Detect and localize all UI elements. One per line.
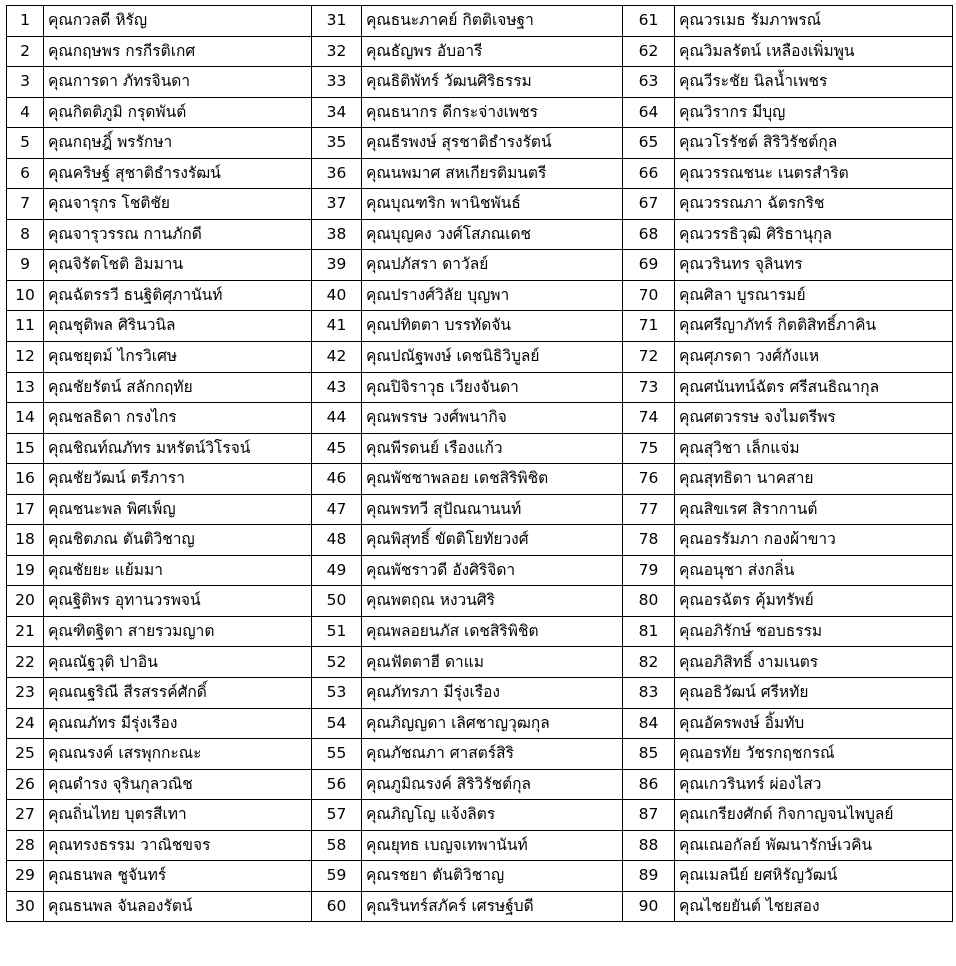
person-name: คุณเกรียงศักด์ กิจกาญจนไพบูลย์	[675, 800, 953, 831]
person-name: คุณพัชราวดี อังศิริจิดา	[362, 555, 623, 586]
row-number: 11	[7, 311, 44, 342]
table-row	[7, 525, 953, 556]
table-row	[7, 6, 953, 37]
row-number: 21	[7, 616, 44, 647]
row-number: 57	[312, 800, 362, 831]
row-number: 87	[623, 800, 675, 831]
person-name: คุณฐิติพร อุทานวรพจน์	[44, 586, 312, 617]
table-row	[7, 372, 953, 403]
row-number: 38	[312, 219, 362, 250]
row-number: 4	[7, 97, 44, 128]
row-number: 13	[7, 372, 44, 403]
person-name: คุณทรงธรรม วาณิชขจร	[44, 830, 312, 861]
table-row	[7, 861, 953, 892]
table-row	[7, 586, 953, 617]
person-name: คุณอัครพงษ์ อิ้มทับ	[675, 708, 953, 739]
table-row	[7, 189, 953, 220]
person-name: คุณศุภรดา วงศ์กังแห	[675, 342, 953, 373]
row-number: 31	[312, 6, 362, 37]
row-number: 44	[312, 403, 362, 434]
person-name: คุณธนะภาคย์ กิตติเจษฐา	[362, 6, 623, 37]
table-row	[7, 158, 953, 189]
person-name: คุณอรทัย วัชรกฤชกรณ์	[675, 739, 953, 770]
row-number: 67	[623, 189, 675, 220]
row-number: 74	[623, 403, 675, 434]
person-name: คุณอรรัมภา กองผ้าขาว	[675, 525, 953, 556]
person-name: คุณภิญโญ แจ้งลิตร	[362, 800, 623, 831]
table-row	[7, 311, 953, 342]
person-name: คุณธนพล จันลองรัตน์	[44, 891, 312, 922]
person-name: คุณสิขเรศ สิรากานต์	[675, 494, 953, 525]
person-name: คุณกวลดี หิรัญ	[44, 6, 312, 37]
person-name: คุณชัยยะ แย้มมา	[44, 555, 312, 586]
row-number: 30	[7, 891, 44, 922]
row-number: 28	[7, 830, 44, 861]
person-name: คุณพตฤณ หงวนศิริ	[362, 586, 623, 617]
row-number: 42	[312, 342, 362, 373]
person-name: คุณชัยรัตน์ สลักกฤทัย	[44, 372, 312, 403]
row-number: 66	[623, 158, 675, 189]
person-name: คุณฉัตรรวี ธนฐิติศุภานันท์	[44, 280, 312, 311]
row-number: 69	[623, 250, 675, 281]
row-number: 45	[312, 433, 362, 464]
table-row	[7, 769, 953, 800]
table-row	[7, 433, 953, 464]
row-number: 29	[7, 861, 44, 892]
person-name: คุณธนพล ชูจันทร์	[44, 861, 312, 892]
row-number: 78	[623, 525, 675, 556]
row-number: 71	[623, 311, 675, 342]
table-row	[7, 494, 953, 525]
person-name: คุณวรรธิวุฒิ ศิริธานุกุล	[675, 219, 953, 250]
person-name: คุณสุวิชา เล็กแจ่ม	[675, 433, 953, 464]
row-number: 1	[7, 6, 44, 37]
person-name: คุณนพมาศ สหเกียรติมนตรี	[362, 158, 623, 189]
person-name: คุณชิตภณ ตันติวิชาญ	[44, 525, 312, 556]
row-number: 83	[623, 678, 675, 709]
row-number: 16	[7, 464, 44, 495]
person-name: คุณอภิสิทธิ์ งามเนตร	[675, 647, 953, 678]
person-name: คุณธิติพัทร์ วัฒนศิริธรรม	[362, 67, 623, 98]
row-number: 39	[312, 250, 362, 281]
table-row	[7, 67, 953, 98]
table-row	[7, 647, 953, 678]
row-number: 19	[7, 555, 44, 586]
person-name: คุณวรรณภา ฉัตรกริช	[675, 189, 953, 220]
row-number: 34	[312, 97, 362, 128]
person-name: คุณพรรษ วงศ์พนากิจ	[362, 403, 623, 434]
person-name: คุณปณัฐพงษ์ เดชนิธิวิบูลย์	[362, 342, 623, 373]
row-number: 81	[623, 616, 675, 647]
row-number: 82	[623, 647, 675, 678]
person-name: คุณรินทร์สภัคร์ เศรษฐ์บดี	[362, 891, 623, 922]
person-name: คุณคริษฐ์ สุชาติธำรงรัฒน์	[44, 158, 312, 189]
row-number: 12	[7, 342, 44, 373]
row-number: 62	[623, 36, 675, 67]
row-number: 37	[312, 189, 362, 220]
table-row	[7, 280, 953, 311]
name-list-body	[7, 6, 953, 922]
row-number: 75	[623, 433, 675, 464]
person-name: คุณบุณฑริก พานิชพันธ์	[362, 189, 623, 220]
row-number: 7	[7, 189, 44, 220]
person-name: คุณวรรณชนะ เนตรสำริต	[675, 158, 953, 189]
row-number: 61	[623, 6, 675, 37]
person-name: คุณดำรง จุรินกุลวณิช	[44, 769, 312, 800]
row-number: 54	[312, 708, 362, 739]
row-number: 50	[312, 586, 362, 617]
row-number: 84	[623, 708, 675, 739]
table-row	[7, 36, 953, 67]
person-name: คุณภิญญดา เลิศชาญวุฒกุล	[362, 708, 623, 739]
table-row	[7, 708, 953, 739]
person-name: คุณพัชชาพลอย เดชสิริพิชิต	[362, 464, 623, 495]
person-name: คุณพีรดนย์ เรืองแก้ว	[362, 433, 623, 464]
table-row	[7, 678, 953, 709]
person-name: คุณการดา ภัทรจินดา	[44, 67, 312, 98]
row-number: 6	[7, 158, 44, 189]
table-row	[7, 555, 953, 586]
row-number: 10	[7, 280, 44, 311]
row-number: 46	[312, 464, 362, 495]
row-number: 2	[7, 36, 44, 67]
row-number: 86	[623, 769, 675, 800]
row-number: 3	[7, 67, 44, 98]
row-number: 23	[7, 678, 44, 709]
person-name: คุณภัทรภา มีรุ่งเรือง	[362, 678, 623, 709]
person-name: คุณปิจิราวุธ เวียงจันดา	[362, 372, 623, 403]
table-row	[7, 464, 953, 495]
row-number: 51	[312, 616, 362, 647]
person-name: คุณปรางศ์วิลัย บุญพา	[362, 280, 623, 311]
name-list-table	[6, 5, 953, 922]
person-name: คุณวีระชัย นิลน้ำเพชร	[675, 67, 953, 98]
row-number: 26	[7, 769, 44, 800]
person-name: คุณกฤษฎิ์ พรรักษา	[44, 128, 312, 159]
table-row	[7, 219, 953, 250]
person-name: คุณชัยวัฒน์ ตรีภารา	[44, 464, 312, 495]
person-name: คุณยุทธ เบญจเทพานันท์	[362, 830, 623, 861]
person-name: คุณวิมลรัตน์ เหลืองเพิ่มพูน	[675, 36, 953, 67]
row-number: 48	[312, 525, 362, 556]
person-name: คุณวิรากร มีบุญ	[675, 97, 953, 128]
row-number: 58	[312, 830, 362, 861]
person-name: คุณธัญพร อับอารี	[362, 36, 623, 67]
person-name: คุณวรเมธ รัมภาพรณ์	[675, 6, 953, 37]
row-number: 77	[623, 494, 675, 525]
person-name: คุณเมลนีย์ ยศหิรัญวัฒน์	[675, 861, 953, 892]
row-number: 68	[623, 219, 675, 250]
row-number: 53	[312, 678, 362, 709]
row-number: 5	[7, 128, 44, 159]
person-name: คุณรชยา ตันติวิชาญ	[362, 861, 623, 892]
person-name: คุณเกวรินทร์ ผ่องไสว	[675, 769, 953, 800]
person-name: คุณบุญคง วงศ์โสภณเดช	[362, 219, 623, 250]
person-name: คุณศตวรรษ จงไมตรีพร	[675, 403, 953, 434]
person-name: คุณชิณท์ณภัทร มหรัตน์วิโรจน์	[44, 433, 312, 464]
row-number: 24	[7, 708, 44, 739]
table-row	[7, 739, 953, 770]
person-name: คุณสุทธิดา นาคสาย	[675, 464, 953, 495]
person-name: คุณจิรัตโชติ อิมมาน	[44, 250, 312, 281]
table-row	[7, 403, 953, 434]
person-name: คุณจารุวรรณ กานภักดี	[44, 219, 312, 250]
person-name: คุณธนากร ดีกระจ่างเพชร	[362, 97, 623, 128]
row-number: 22	[7, 647, 44, 678]
person-name: คุณวโรรัชต์ สิริวิรัชต์กุล	[675, 128, 953, 159]
person-name: คุณปภัสรา ดาวัลย์	[362, 250, 623, 281]
person-name: คุณจารุกร โชติชัย	[44, 189, 312, 220]
row-number: 76	[623, 464, 675, 495]
row-number: 35	[312, 128, 362, 159]
row-number: 14	[7, 403, 44, 434]
row-number: 70	[623, 280, 675, 311]
row-number: 60	[312, 891, 362, 922]
row-number: 40	[312, 280, 362, 311]
table-row	[7, 342, 953, 373]
row-number: 80	[623, 586, 675, 617]
row-number: 41	[312, 311, 362, 342]
person-name: คุณถิ่นไทย บุตรสีเทา	[44, 800, 312, 831]
person-name: คุณพรทวี สุปัณณานนท์	[362, 494, 623, 525]
person-name: คุณอภิรักษ์ ชอบธรรม	[675, 616, 953, 647]
row-number: 72	[623, 342, 675, 373]
person-name: คุณศรีญาภัทร์ กิตติสิทธิ์ภาคิน	[675, 311, 953, 342]
row-number: 15	[7, 433, 44, 464]
person-name: คุณธีรพงษ์ สุรชาติธำรงรัตน์	[362, 128, 623, 159]
row-number: 36	[312, 158, 362, 189]
row-number: 18	[7, 525, 44, 556]
person-name: คุณชยุตม์ ไกรวิเศษ	[44, 342, 312, 373]
person-name: คุณปทิตตา บรรทัดจัน	[362, 311, 623, 342]
table-row	[7, 250, 953, 281]
person-name: คุณณฐริณี สีรสรรค์ศักดิ์	[44, 678, 312, 709]
row-number: 20	[7, 586, 44, 617]
person-name: คุณกฤษพร กรกีรติเกศ	[44, 36, 312, 67]
row-number: 88	[623, 830, 675, 861]
table-row	[7, 97, 953, 128]
person-name: คุณกิตติภูมิ กรุดพันต์	[44, 97, 312, 128]
row-number: 49	[312, 555, 362, 586]
person-name: คุณอธิวัฒน์ ศรีหทัย	[675, 678, 953, 709]
row-number: 9	[7, 250, 44, 281]
row-number: 52	[312, 647, 362, 678]
table-row	[7, 891, 953, 922]
row-number: 17	[7, 494, 44, 525]
table-row	[7, 616, 953, 647]
row-number: 89	[623, 861, 675, 892]
row-number: 56	[312, 769, 362, 800]
person-name: คุณศนันทน์ฉัตร ศรีสนธิณากุล	[675, 372, 953, 403]
person-name: คุณศิลา บูรณารมย์	[675, 280, 953, 311]
person-name: คุณอรฉัตร คุ้มทรัพย์	[675, 586, 953, 617]
row-number: 47	[312, 494, 362, 525]
row-number: 59	[312, 861, 362, 892]
table-row	[7, 800, 953, 831]
person-name: คุณณัฐวุติ ปาอิน	[44, 647, 312, 678]
row-number: 25	[7, 739, 44, 770]
person-name: คุณภัชณภา ศาสตร์สิริ	[362, 739, 623, 770]
row-number: 27	[7, 800, 44, 831]
person-name: คุณณรงค์ เสรพุกกะณะ	[44, 739, 312, 770]
row-number: 8	[7, 219, 44, 250]
row-number: 73	[623, 372, 675, 403]
person-name: คุณฟัตตาฮี ดาแม	[362, 647, 623, 678]
row-number: 90	[623, 891, 675, 922]
person-name: คุณไชยยันต์ ไชยสอง	[675, 891, 953, 922]
table-row	[7, 830, 953, 861]
row-number: 65	[623, 128, 675, 159]
row-number: 43	[312, 372, 362, 403]
row-number: 85	[623, 739, 675, 770]
person-name: คุณณภัทร มีรุ่งเรือง	[44, 708, 312, 739]
person-name: คุณชนะพล พิศเพ็ญ	[44, 494, 312, 525]
person-name: คุณฑิตฐิตา สายรวมญาต	[44, 616, 312, 647]
person-name: คุณภูมิณรงค์ สิริวิรัชต์กุล	[362, 769, 623, 800]
row-number: 33	[312, 67, 362, 98]
row-number: 64	[623, 97, 675, 128]
table-row	[7, 128, 953, 159]
row-number: 63	[623, 67, 675, 98]
row-number: 32	[312, 36, 362, 67]
person-name: คุณเณอกัลย์ พัฒนารักษ์เวคิน	[675, 830, 953, 861]
row-number: 55	[312, 739, 362, 770]
person-name: คุณวรินทร จุลินทร	[675, 250, 953, 281]
row-number: 79	[623, 555, 675, 586]
person-name: คุณชุติพล ศิรินวนิล	[44, 311, 312, 342]
person-name: คุณอนุชา ส่งกลิ่น	[675, 555, 953, 586]
person-name: คุณชลธิดา กรงไกร	[44, 403, 312, 434]
person-name: คุณพลอยนภัส เดชสิริพิชิต	[362, 616, 623, 647]
person-name: คุณพิสุทธิ์ ขัตติโยทัยวงศ์	[362, 525, 623, 556]
